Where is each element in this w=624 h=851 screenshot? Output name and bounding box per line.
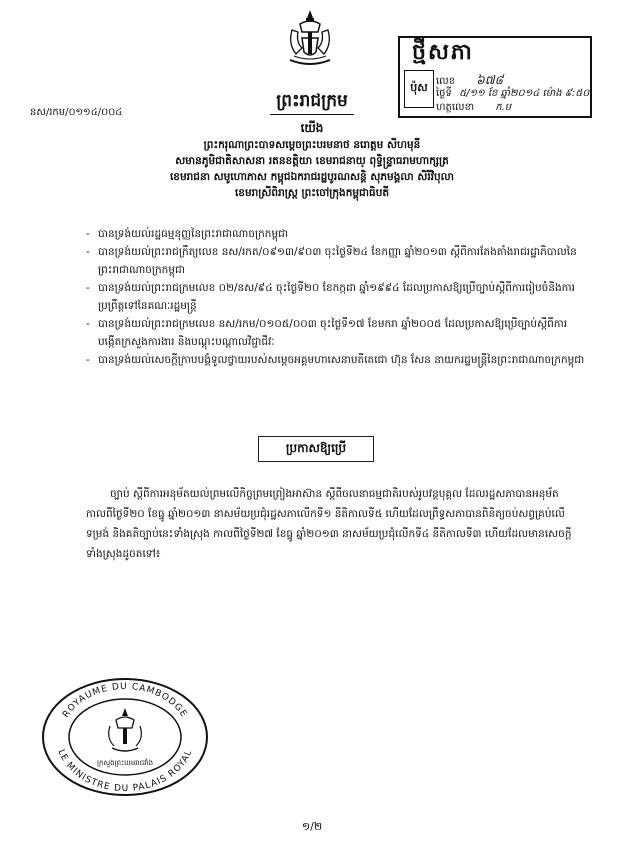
preamble-item: - បានទ្រង់យល់ព្រះរាជក្រមលេខ នស/រកម/០១០៥/០០៣ ចុះថ្ងៃទី១៧ ខែមករា ឆ្នាំ២០០៥ ដែលប្រកាសឱ្យប្រើច្បាប់ស្តីពីការបង្កើតក្រសួងការងារ និងបណ្តុះបណ្តាលវិជ្ជាជីវៈ bbox=[86, 315, 586, 351]
seal-top-text: ROYAUME DU CAMBODGE bbox=[61, 681, 189, 720]
document-type: ព្រះរាជក្រម bbox=[276, 91, 348, 111]
stamp-title: ថ្មីសភា bbox=[412, 40, 474, 65]
page-number: ១/២ bbox=[301, 820, 323, 833]
seal-bottom-text: LE MINISTRE DU PALAIS ROYAL bbox=[55, 748, 195, 795]
promulgate-heading: ប្រកាសឱ្យប្រើ bbox=[258, 436, 374, 462]
seal-emblem-icon bbox=[109, 708, 142, 751]
stamp-number-label: លេខ bbox=[436, 76, 456, 87]
preamble-item: - បានទ្រង់យល់សេចក្តីក្រាបបង្គំទូលថ្វាយរបស់សម្តេចអគ្គមហាសេនាបតីតេជោ ហ៊ុន សែន នាយករដ្ឋមន្ត្រីនៃព្រះរាជាណាចក្រកម្ពុជា bbox=[86, 351, 586, 369]
we-heading: យើង bbox=[300, 121, 324, 135]
reference-number: នស/រកម/០១១៤/០០៤ bbox=[30, 107, 123, 118]
stamp-side-label: ប៉ុស bbox=[404, 70, 434, 108]
preamble-list bbox=[86, 225, 586, 369]
stamp-number-value: ៦៧៨ bbox=[476, 73, 504, 87]
stamp-recipient-value: ក.ម bbox=[495, 102, 512, 113]
royal-title-line: សមានភូមិជាតិសាសនា រតនខត្តិយា ខេមរាជនាយ្ ពុទ្ធិន្ទ្រាធរាមហាក្សត្រ bbox=[175, 155, 449, 167]
preamble-item: - បានទ្រង់យល់ព្រះរាជក្រឹត្យលេខ នស/រកត/០៩១៣/៩០៣ ចុះថ្ងៃទី២៤ ខែកញ្ញា ឆ្នាំ២០១៣ ស្តីពីការតែងតាំងរាជរដ្ឋាភិបាលនៃព្រះរាជាណាចក្រកម្ពុជា bbox=[86, 243, 586, 279]
body-paragraph: ច្បាប់ ស្តីពីការអនុម័តយល់ព្រមលើកិច្ចព្រមព្រៀងអាស៊ាន ស្តីពីចលនាធម្មជាតិរបស់រូបវន្តបុគ្គល ដែលរដ្ឋសភាបានអនុម័ត កាលពីថ្ងៃទី២០ ខែធ្នូ ឆ្នាំ២០១៣ នាសម័យប្រជុំរដ្ឋសភាលើកទី១ នីតិកាលទី៥ ហើយដែលព្រឹទ្ធសភាបានពិនិត្យចប់សព្វគ្រប់លើទម្រង់ និងគតិច្បាប់នេះទាំងស្រុង កាលពីថ្ងៃទី២៧ ខែធ្នូ ឆ្នាំ២០១៣ នាសម័យប្រជុំលើកទី៤ នីតិកាលទី៣ ហើយដែលមានសេចក្តីទាំងស្រុងដូចតទៅ៖ bbox=[86, 488, 572, 560]
royal-title-line: ខេមរាស្រីពិរាស្ត្រ ព្រះចៅក្រុងកម្ពុជាធិបតី bbox=[234, 187, 390, 199]
royal-title-line: ព្រះករុណាព្រះបាទសម្តេចព្រះបរមនាថ នរោត្តម សីហមុនី bbox=[203, 139, 421, 151]
stamp-recipient-label: ហត្ថលេខា bbox=[436, 102, 475, 113]
seal-inner-text: ក្រសួងព្រះបរមរាជវាំង bbox=[96, 759, 154, 767]
royal-title-line: ខេមរាជនា សមូហោភាស កម្ពុជឯករាជរដ្ឋបូរណសន្តិ សុភមង្គលា សិរីវិបុលា bbox=[169, 171, 455, 183]
stamp-date-label: ថ្ងៃទី bbox=[436, 88, 452, 99]
preamble-item: - បានទ្រង់យល់ព្រះរាជក្រមលេខ ០២/នស/៩៤ ចុះថ្ងៃទី២០ ខែកក្កដា ឆ្នាំ១៩៩៤ ដែលប្រកាសឱ្យប្រើច្បាប់ស្តីពីការរៀបចំនិងការប្រព្រឹត្តទៅនៃគណៈរដ្ឋមន្ត្រី bbox=[86, 279, 586, 315]
royal-emblem bbox=[282, 8, 338, 70]
title-underline bbox=[270, 114, 354, 115]
official-seal bbox=[40, 676, 210, 798]
preamble-item: - បានទ្រង់យល់រដ្ឋធម្មនុញ្ញនៃព្រះរាជាណាចក្រកម្ពុជា bbox=[86, 225, 586, 243]
stamp-date-value: ៥/១១ ខែ ឆ្នាំ២០១៤ ម៉ោង ៩:៥០ bbox=[459, 88, 590, 99]
royal-titles bbox=[40, 137, 584, 201]
